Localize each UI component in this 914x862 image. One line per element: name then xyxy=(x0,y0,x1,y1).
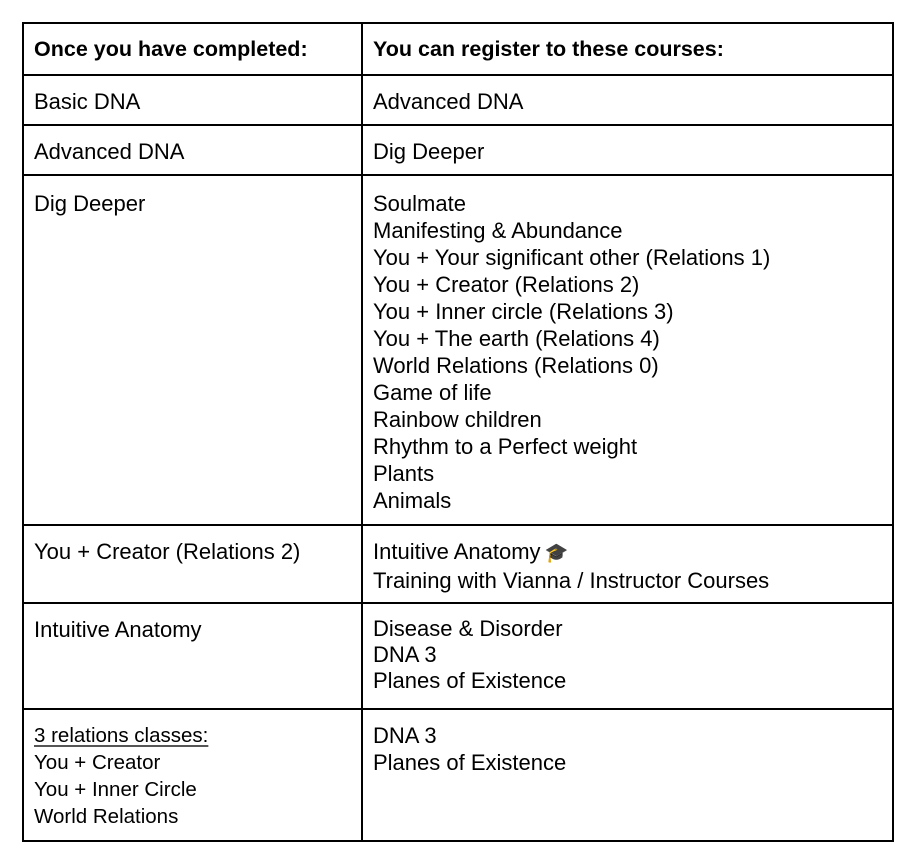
course-name: You + Your significant other (Relations 1) xyxy=(373,245,771,270)
course-name: You + Creator (Relations 2) xyxy=(34,539,301,564)
header-completed: Once you have completed: xyxy=(23,23,362,75)
table-row xyxy=(23,525,893,603)
header-register: You can register to these courses: xyxy=(362,23,893,75)
course-name: Planes of Existence xyxy=(373,668,567,693)
register-cell xyxy=(362,603,893,709)
table-header-row xyxy=(23,23,893,75)
completed-cell xyxy=(23,525,362,603)
course-name: You + Inner Circle xyxy=(34,778,197,801)
course-name: Training with Vianna / Instructor Courses xyxy=(373,568,770,593)
table-row xyxy=(23,125,893,175)
table-row xyxy=(23,75,893,125)
course-name: World Relations xyxy=(34,805,179,828)
table-row xyxy=(23,175,893,525)
course-name: Rainbow children xyxy=(373,407,542,432)
course-name: World Relations (Relations 0) xyxy=(373,353,659,378)
completed-cell xyxy=(23,175,362,525)
register-cell xyxy=(362,175,893,525)
register-cell xyxy=(362,75,893,125)
course-name: DNA 3 xyxy=(373,723,437,748)
course-name: Animals xyxy=(373,488,452,513)
course-name: Manifesting & Abundance xyxy=(373,218,623,243)
course-name: Intuitive Anatomy xyxy=(34,617,202,642)
graduation-cap-icon: 🎓 xyxy=(544,543,569,564)
table-row xyxy=(23,603,893,709)
course-name: Soulmate xyxy=(373,191,466,216)
completed-cell xyxy=(23,125,362,175)
table-row xyxy=(23,709,893,841)
register-cell xyxy=(362,125,893,175)
course-name: You + The earth (Relations 4) xyxy=(373,326,660,351)
course-name: Advanced DNA xyxy=(373,89,524,114)
completed-cell xyxy=(23,75,362,125)
completed-cell xyxy=(23,709,362,841)
course-name-with-icon xyxy=(373,538,882,567)
course-name: Game of life xyxy=(373,380,492,405)
course-name: DNA 3 xyxy=(373,642,437,667)
register-cell xyxy=(362,525,893,603)
course-name: You + Creator (Relations 2) xyxy=(373,272,640,297)
relations-heading: 3 relations classes: xyxy=(34,724,209,747)
course-name: Planes of Existence xyxy=(373,750,567,775)
course-name: You + Inner circle (Relations 3) xyxy=(373,299,674,324)
course-name: Plants xyxy=(373,461,435,486)
course-name: Basic DNA xyxy=(34,89,141,114)
course-name: Intuitive Anatomy xyxy=(373,539,541,564)
course-prerequisites-table xyxy=(22,22,894,842)
course-name: Dig Deeper xyxy=(373,139,485,164)
course-name: Advanced DNA xyxy=(34,139,185,164)
register-cell xyxy=(362,709,893,841)
completed-cell xyxy=(23,603,362,709)
course-name: You + Creator xyxy=(34,751,161,774)
course-name: Rhythm to a Perfect weight xyxy=(373,434,638,459)
course-name: Dig Deeper xyxy=(34,191,146,216)
course-name: Disease & Disorder xyxy=(373,616,563,641)
